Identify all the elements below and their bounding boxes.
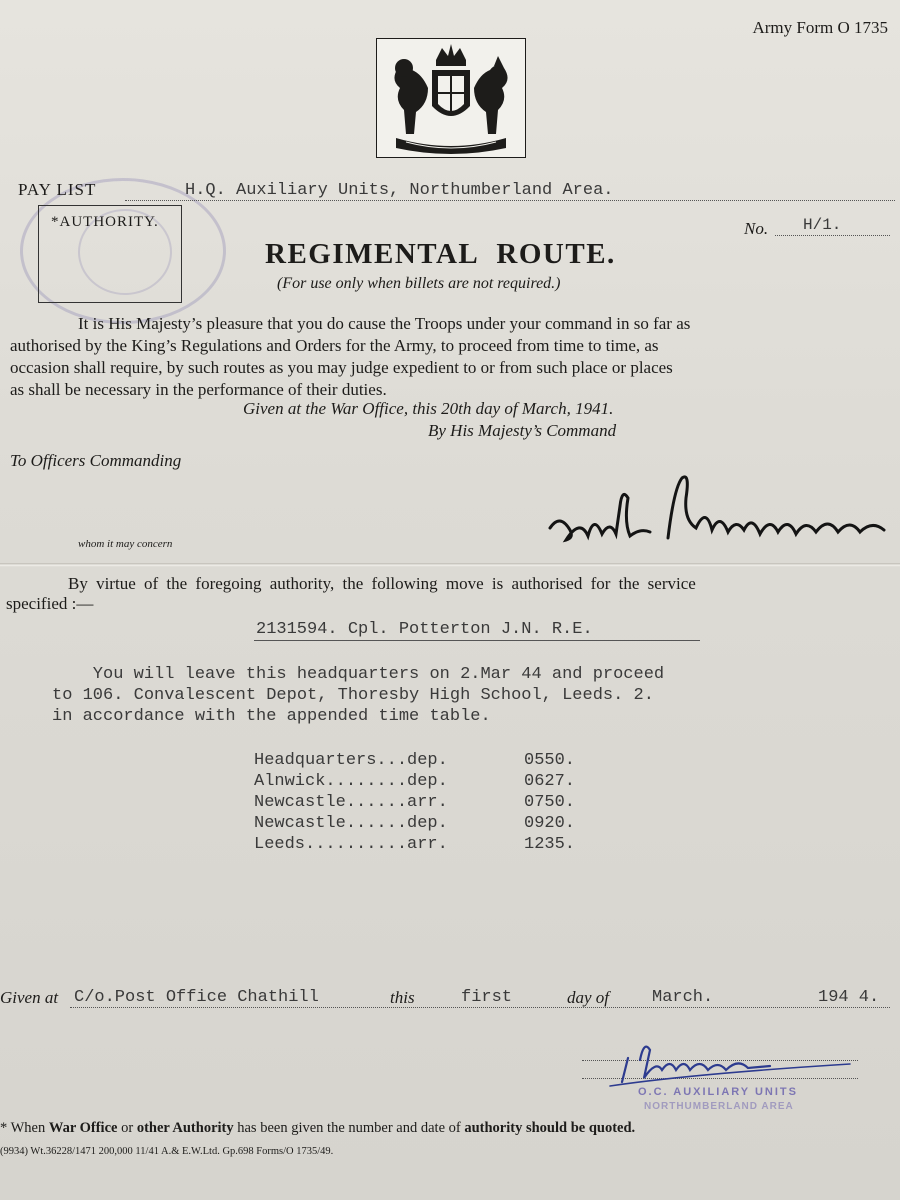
timetable-place: Leeds..........arr. [254,835,448,854]
virtue-line: By virtue of the foregoing authority, the following move is authorised for the service [68,574,696,593]
timetable-time: 0550. [524,751,576,770]
by-command: By His Majesty’s Command [428,421,617,440]
war-office-date: Given at the War Office, this 20th day of March, 1941. [243,399,614,418]
royal-coat-of-arms-icon [376,38,526,158]
given-at-dotted-line [70,1007,890,1008]
timetable-row [254,792,604,813]
oc-stamp-line: O.C. AUXILIARY UNITS [638,1086,798,1098]
footnote-text: has been given the number and date of [233,1120,465,1136]
timetable-place: Newcastle......arr. [254,793,448,812]
page-title: REGIMENTAL ROUTE. [265,238,616,270]
month-value: March. [652,988,714,1007]
timetable-row [254,834,604,855]
to-officers-commanding: To Officers Commanding [10,451,182,470]
number-label: No. [744,219,769,238]
soldier-details: 2131594. Cpl. Potterton J.N. R.E. [256,620,593,639]
paper-fold [0,563,900,567]
timetable-time: 0920. [524,814,576,833]
footnote-text: or [117,1120,137,1136]
page-subtitle: (For use only when billets are not required.) [277,275,561,292]
oc-stamp-line: NORTHUMBERLAND AREA [644,1101,794,1112]
timetable [254,750,604,855]
footnote-text: * When [0,1120,49,1136]
timetable-place: Alnwick........dep. [254,772,448,791]
authority-paragraph [10,313,900,401]
footnote-bold: authority should be quoted. [464,1120,636,1136]
authority-line: occasion shall require, by such routes as you may judge expedient to or from such place or places [10,358,673,377]
handwritten-signature [540,458,896,558]
pay-list-dotted-line [125,200,895,201]
timetable-place: Headquarters...dep. [254,751,448,770]
given-at-place: C/o.Post Office Chathill [74,988,319,1007]
soldier-underline [254,640,700,641]
timetable-time: 1235. [524,835,576,854]
timetable-row [254,771,604,792]
move-line: in accordance with the appended time table. [52,707,491,726]
footnote-bold: War Office [48,1120,118,1136]
move-line: You will leave this headquarters on 2.Mar 44 and proceed [52,665,665,684]
timetable-place: Newcastle......dep. [254,814,448,833]
number-value: H/1. [803,216,842,234]
authority-box [38,205,182,303]
authority-label: *AUTHORITY. [51,214,159,230]
move-paragraph [52,664,664,727]
footnote [0,1120,635,1137]
timetable-row [254,813,604,834]
day-value: first [461,988,513,1007]
this-label: this [390,988,415,1007]
form-number: Army Form O 1735 [752,18,888,37]
day-of-label: day of [567,988,610,1007]
authority-line: authorised by the King’s Regulations and Orders for the Army, to proceed from time to time, as [10,336,659,355]
move-line: to 106. Convalescent Depot, Thoresby High School, Leeds. 2. [52,686,654,705]
whom-it-may-concern: whom it may concern [78,538,173,550]
officer-signature [600,1030,860,1090]
year-value: 194 4. [818,988,880,1007]
pay-list-value: H.Q. Auxiliary Units, Northumberland Area. [185,181,614,200]
pay-list-label: PAY LIST [18,180,97,199]
timetable-row [254,750,604,771]
authority-line: as shall be necessary in the performance of their duties. [10,380,387,399]
timetable-time: 0627. [524,772,576,791]
given-at-label: Given at [0,988,59,1007]
printer-codes: (9934) Wt.36228/1471 200,000 11/41 A.& E.W.Ltd. Gp.698 Forms/O 1735/49. [0,1146,334,1157]
timetable-time: 0750. [524,793,576,812]
footnote-bold: other Authority [136,1120,234,1136]
number-dotted-line [775,235,890,236]
authority-line: It is His Majesty’s pleasure that you do cause the Troops under your command in so far as [78,314,691,333]
virtue-line: specified :— [6,594,94,613]
